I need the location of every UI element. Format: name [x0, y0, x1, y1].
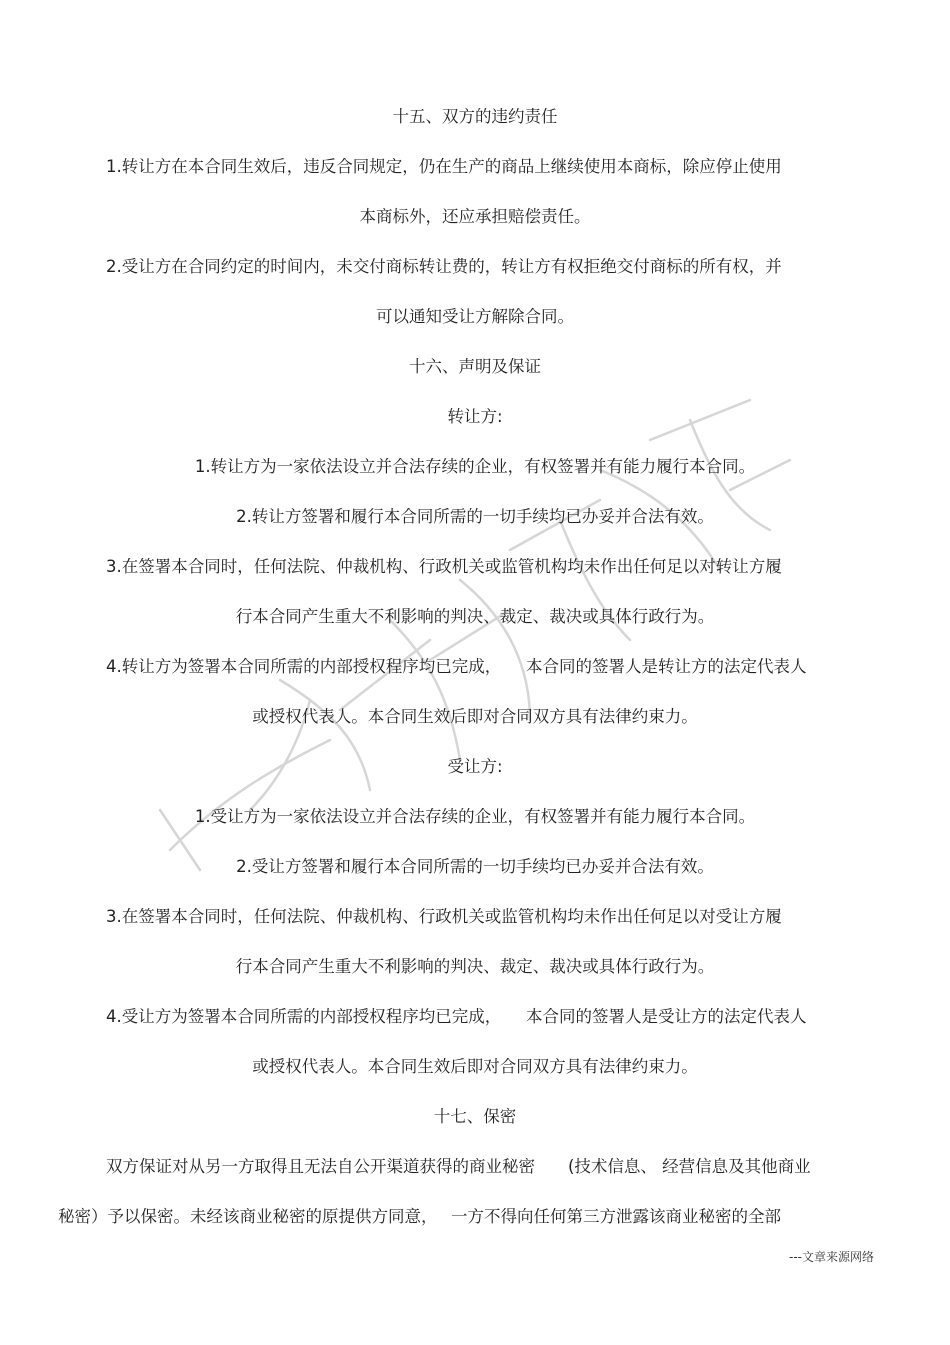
section-17-title: 十七、保密	[433, 1107, 517, 1126]
section-15-item-2-line-1: 2.受让方在合同约定的时间内，未交付商标转让费的，转让方有权拒绝交付商标的所有权，并	[106, 257, 782, 276]
transferee-heading: 受让方:	[447, 757, 503, 776]
transferee-item-4-line-1: 4.受让方为签署本合同所需的内部授权程序均已完成， 本合同的签署人是受让方的法定代表人	[106, 1007, 807, 1026]
source-note: ---文章来源网络	[789, 1250, 874, 1264]
transferor-item-1: 1.转让方为一家依法设立并合法存续的企业，有权签署并有能力履行本合同。	[194, 457, 756, 476]
section-15-item-2-line-2: 可以通知受让方解除合同。	[376, 307, 574, 326]
transferee-item-3-line-2: 行本合同产生重大不利影响的判决、裁定、裁决或具体行政行为。	[235, 957, 715, 976]
section-15-title: 十五、双方的违约责任	[392, 107, 558, 126]
transferor-item-3-line-1: 3.在签署本合同时，任何法院、仲裁机构、行政机关或监管机构均未作出任何足以对转让方履	[106, 557, 782, 576]
transferor-item-4-line-1: 4.转让方为签署本合同所需的内部授权程序均已完成， 本合同的签署人是转让方的法定代表人	[106, 657, 807, 676]
transferor-heading: 转让方:	[447, 407, 503, 426]
section-16-title: 十六、声明及保证	[409, 357, 541, 376]
transferee-item-2: 2.受让方签署和履行本合同所需的一切手续均已办妥并合法有效。	[236, 857, 714, 876]
section-15-item-1-line-1: 1.转让方在本合同生效后，违反合同规定，仍在生产的商品上继续使用本商标，除应停止使用	[106, 157, 782, 176]
transferee-item-1: 1.受让方为一家依法设立并合法存续的企业，有权签署并有能力履行本合同。	[194, 807, 756, 826]
transferee-item-4-line-2: 或授权代表人。本合同生效后即对合同双方具有法律约束力。	[252, 1057, 698, 1076]
section-17-paragraph-line-1: 双方保证对从另一方取得且无法自公开渠道获得的商业秘密 (技术信息、 经营信息及其他商业	[106, 1157, 811, 1176]
transferor-item-4-line-2: 或授权代表人。本合同生效后即对合同双方具有法律约束力。	[252, 707, 698, 726]
section-17-paragraph-line-2: 秘密）予以保密。未经该商业秘密的原提供方同意， 一方不得向任何第三方泄露该商业秘密的全部	[58, 1207, 781, 1226]
transferor-item-2: 2.转让方签署和履行本合同所需的一切手续均已办妥并合法有效。	[236, 507, 714, 526]
transferor-item-3-line-2: 行本合同产生重大不利影响的判决、裁定、裁决或具体行政行为。	[235, 607, 715, 626]
transferee-item-3-line-1: 3.在签署本合同时，任何法院、仲裁机构、行政机关或监管机构均未作出任何足以对受让方履	[106, 907, 782, 926]
section-15-item-1-line-2: 本商标外，还应承担赔偿责任。	[359, 207, 591, 226]
